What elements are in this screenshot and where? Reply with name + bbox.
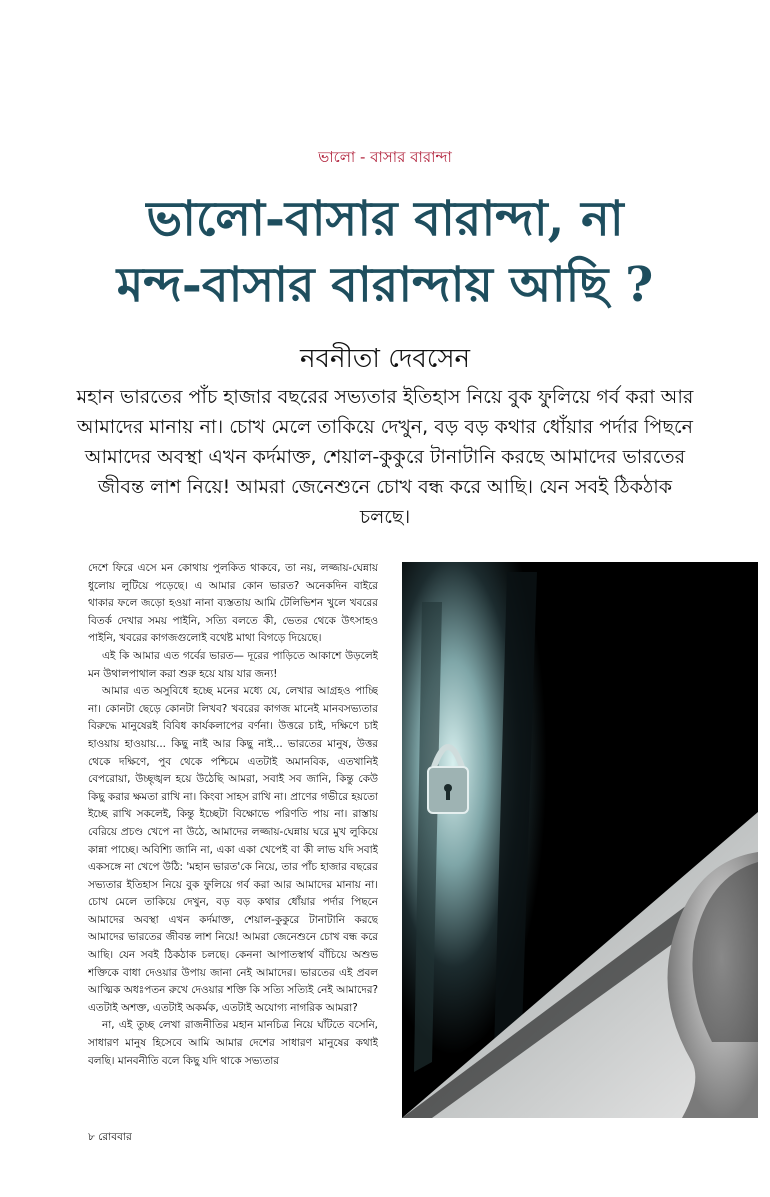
- title-line-2: মন্দ-বাসার বারান্দায় আছি ?: [116, 257, 654, 313]
- body-paragraph-2: এই কি আমার এত গর্বের ভারত— দূরের পাড়িতে আকাশে উড়লেই মন উথালপাথাল করা শুরু হয়ে যায় যার জন্য!: [88, 649, 378, 680]
- title-line-1: ভালো-বাসার বারান্দা, না: [146, 191, 624, 247]
- author-name: নবনীতা দেবসেন: [299, 344, 471, 374]
- article-title: [30, 186, 740, 318]
- page-folio: ৮ রোববার: [88, 1131, 132, 1143]
- body-column: [88, 560, 378, 1120]
- body-paragraph-3: আমার এত অসুবিধে হচ্ছে মনের মধ্যে যে, লেখার আগ্রহও পাচ্ছি না। কোনটা ছেড়ে কোনটা লিখব? খবরের কাগজ মানেই মানবসভ্যতার বিরুদ্ধে মানুষেরই বিবিধ কার্যকলাপের বর্ণনা। উত্তরে চাই, দক্ষিণে চাই হাওয়ায় হাওয়ায়... কিছু নাই আর কিছু নাই... ভারতের মানুষ, উত্তর থেকে দক্ষিণে, পুব থেকে পশ্চিমে এতটাই অমানবিক, এতখানিই বেপরোয়া, উচ্ছৃঙ্খল হয়ে উঠেছি আমরা, সবাই সব জানি, কিন্তু কেউ কিছু করার ক্ষমতা রাখি না। কিংবা সাহস রাখি না। প্রাণের গভীরে হয়তো ইচ্ছে রাখি সকলেই, কিন্তু ইচ্ছেটা বিক্ষোভে পরিণতি পায় না। রাস্তায় বেরিয়ে প্রচণ্ড খেপে না উঠে, আমাদের লজ্জায়-ঘেন্নায় ঘরে মুখ লুকিয়ে কান্না পাচ্ছে। অবিশ্যি জানি না, একা একা খেপেই বা কী লাভ যদি সবাই একসঙ্গে না খেপে উঠি: 'মহান ভারত'কে নিয়ে, তার পাঁচ হাজার বছরের সভ্যতার ইতিহাস নিয়ে বুক ফুলিয়ে গর্ব করা আর আমাদের মানায় না। চোখ মেলে তাকিয়ে দেখুন, বড় বড় কথার ধোঁয়ার পর্দার পিছনে আমাদের অবস্থা এখন কর্দমাক্ত, শেয়াল-কুকুরে টানাটানি করছে আমাদের ভারতের জীবন্ত লাশ নিয়ে! আমরা জেনেশুনে চোখ বন্ধ করে আছি। যেন সবই ঠিকঠাক চলছে। কেননা আপাতস্বার্থ বাঁচিয়ে অশুভ শক্তিকে বাধা দেওয়ার উপায় জানা নেই আমাদের। ভারতের এই প্রবল আত্মিক অধঃপতন রুখে দেওয়ার শক্তি কি সত্যি সত্যিই নেই আমাদের? এতটাই অশক্ত, এতটাই অকর্মক, এতটাই অযোগ্য নাগরিক আমরা?: [88, 685, 378, 1014]
- body-paragraph-4: না, এই তুচ্ছ লেখা রাজনীতির মহান মানচিত্র নিয়ে ঘাঁটতে বসেনি, সাধারণ মানুষ হিসেবে আমি আমার দেশের সাধারণ মানুষের কথাই বলছি। মানবনীতি বলে কিছু যদি থাকে সভ্যতার: [88, 1019, 378, 1067]
- body-paragraph-1: দেশে ফিরে এসে মন কোথায় পুলকিত থাকবে, তা নয়, লজ্জায়-ঘেন্নায় ধুলোয় লুটিয়ে পড়েছে। এ আমার কোন ভারত? অনেকদিন বাইরে থাকার ফলে জড়ো হওয়া নানা ব্যস্ততায় আমি টেলিভিশন খুলে খবরের বিতর্ক দেখার সময় পাইনি, সত্যি বলতে কী, ভেতর থেকে উৎসাহও পাইনি, খবরের কাগজগুলোই বথেষ্ট মাথা বিগড়ে দিয়েছে।: [88, 562, 378, 645]
- lead-paragraph: মহান ভারতের পাঁচ হাজার বছরের সভ্যতার ইতিহাস নিয়ে বুক ফুলিয়ে গর্ব করা আর আমাদের মানায় না। চোখ মেলে তাকিয়ে দেখুন, বড় বড় কথার ধোঁয়ার পর্দার পিছনে আমাদের অবস্থা এখন কর্দমাক্ত, শেয়াল-কুকুরে টানাটানি করছে আমাদের ভারতের জীবন্ত লাশ নিয়ে! আমরা জেনেশুনে চোখ বন্ধ করে আছি। যেন সবই ঠিকঠাক চলছে।: [76, 386, 694, 528]
- section-tag: ভালো - বাসার বারান্দা: [318, 148, 452, 166]
- padlock-door-photo: [402, 562, 758, 1118]
